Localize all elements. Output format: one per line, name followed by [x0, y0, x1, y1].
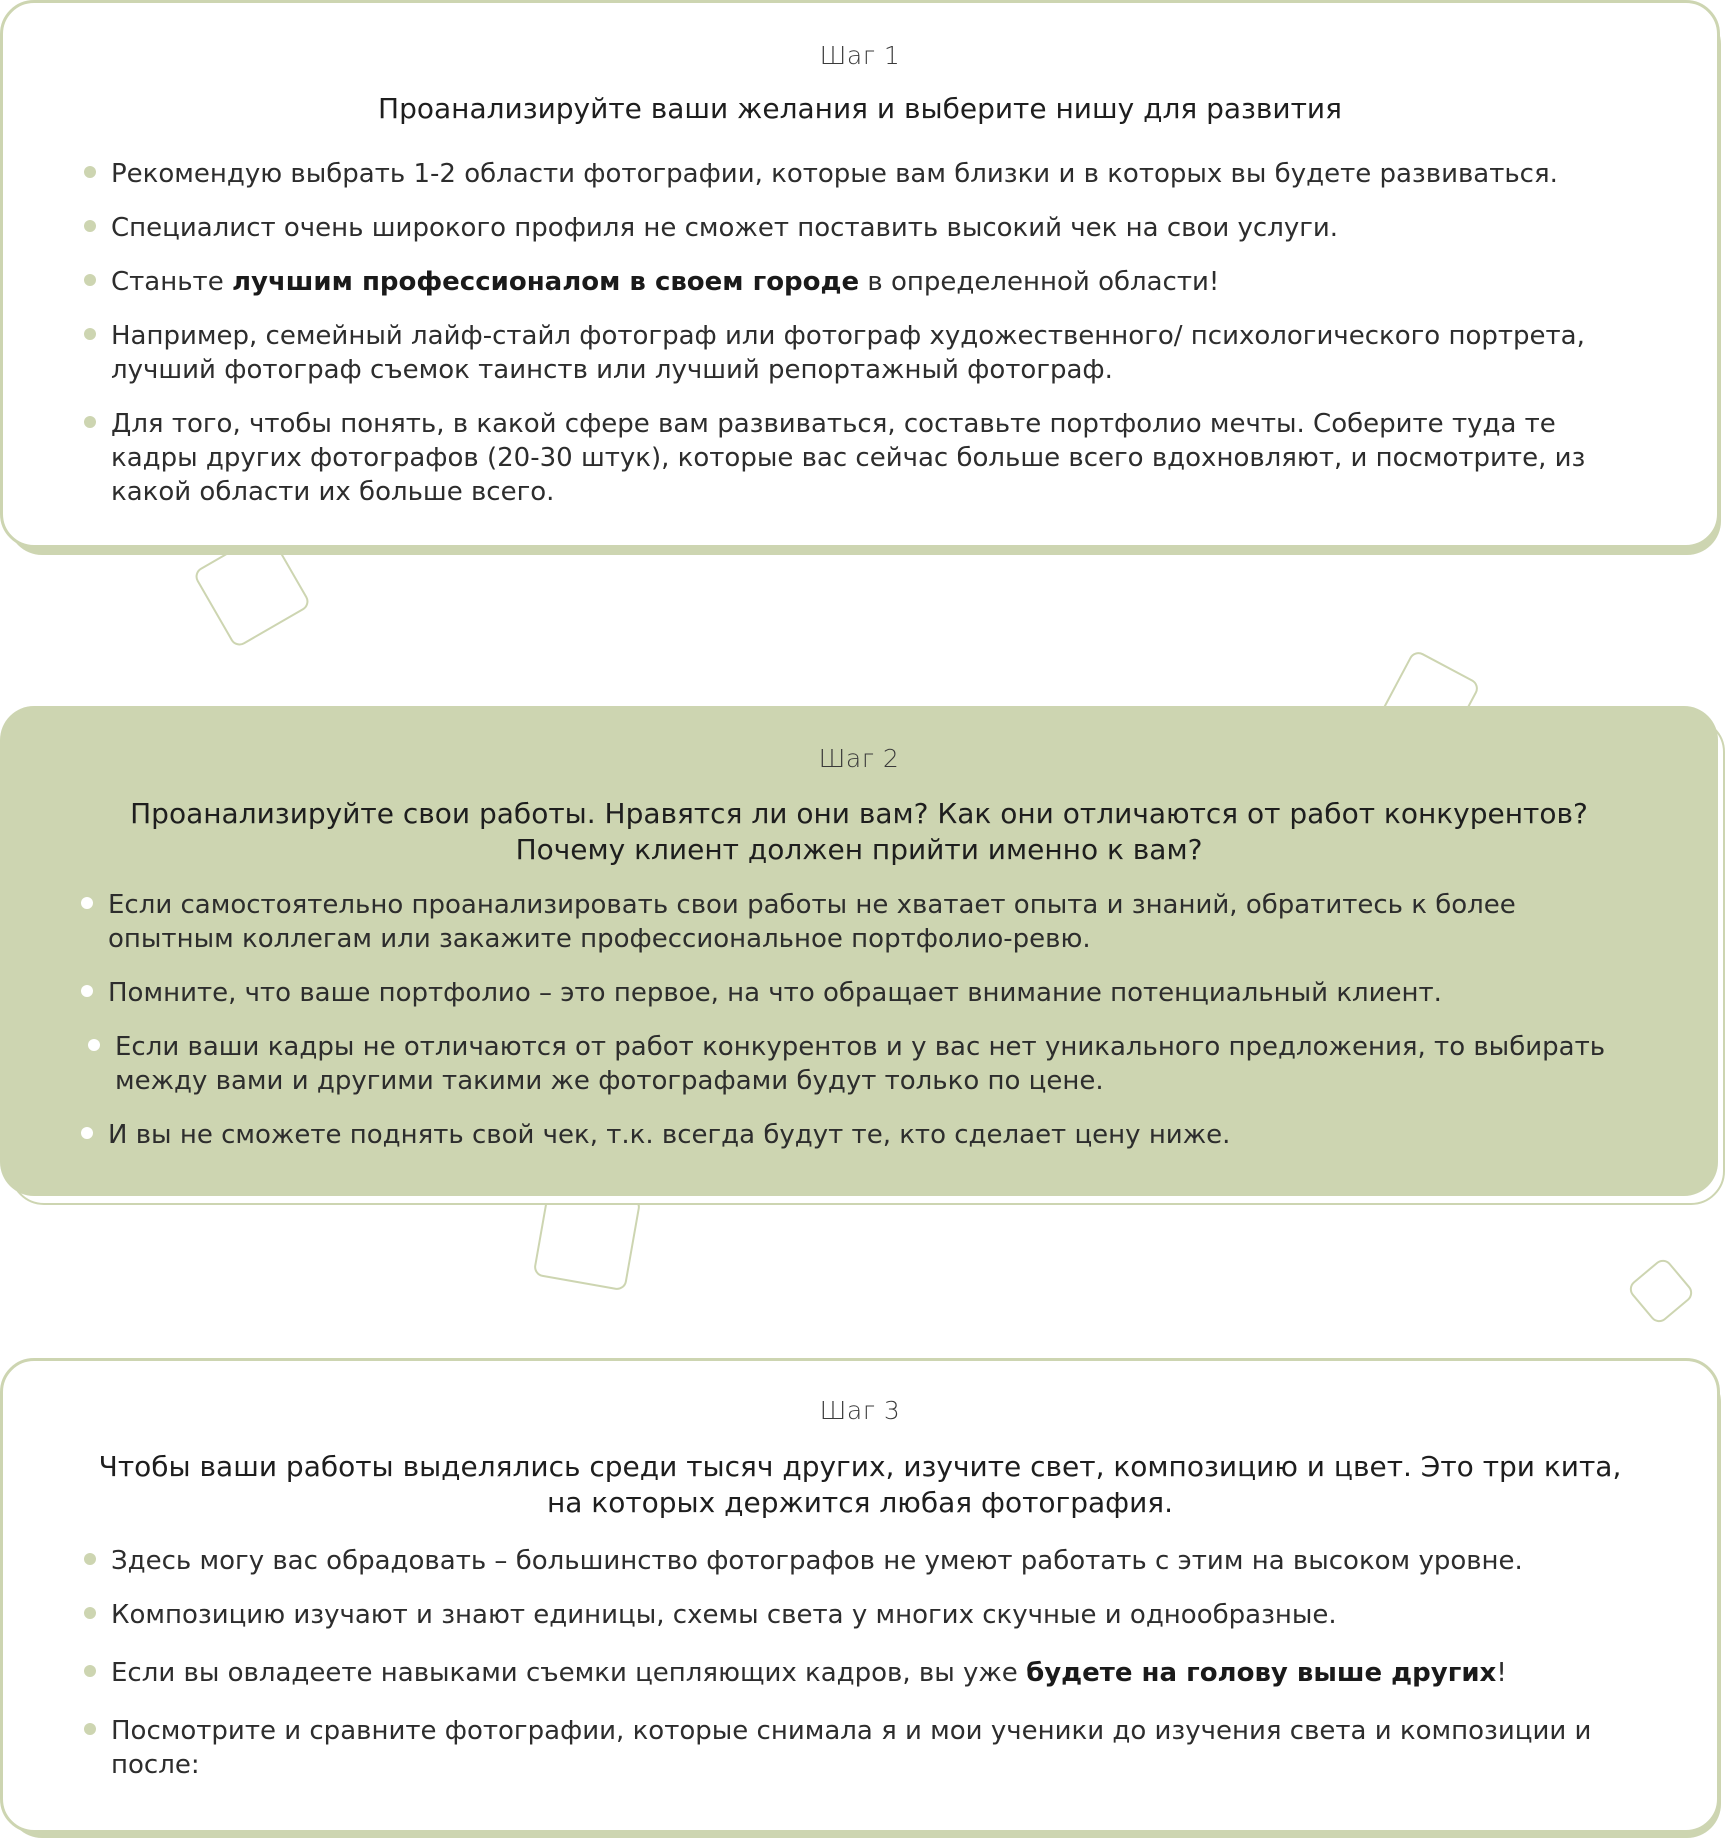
- list-item: Например, семейный лайф-стайл фотограф или фотограф художественного/ психологического портрета, лучший фотограф съемок таинств или лучший репортажный фотограф.: [3, 319, 1717, 387]
- list-item: Посмотрите и сравните фотографии, которые снимала я и мои ученики до изучения света и композиции и после:: [3, 1714, 1717, 1782]
- bullet-icon: [88, 1039, 100, 1051]
- list-item: Помните, что ваше портфолио – это первое, на что обращает внимание потенциальный клиент.: [0, 976, 1718, 1010]
- bullet-icon: [81, 1127, 93, 1139]
- bullet-icon: [84, 220, 96, 232]
- emphasis-text: будете на голову выше других: [1026, 1658, 1497, 1688]
- bullet-icon: [84, 1607, 96, 1619]
- bullet-icon: [84, 1723, 96, 1735]
- step3-label: Шаг 3: [819, 1396, 901, 1425]
- bullet-icon: [81, 897, 93, 909]
- step1-label: Шаг 1: [819, 41, 901, 70]
- list-item: Если ваши кадры не отличаются от работ конкурентов и у вас нет уникального предложения, то выбирать между вами и другими такими же фотографами будут только по цене.: [0, 1030, 1718, 1098]
- step3-list: [3, 1544, 1717, 1782]
- bullet-icon: [84, 416, 96, 428]
- list-item: Здесь могу вас обрадовать – большинство фотографов не умеют работать с этим на высоком уровне.: [3, 1544, 1717, 1578]
- step3-heading: Чтобы ваши работы выделялись среди тысяч других, изучите свет, композицию и цвет. Это три кита, на которых держится любая фотография.: [98, 1450, 1622, 1519]
- step2-heading-line1: Проанализируйте свои работы. Нравятся ли они вам? Как они отличаются от работ конкурентов?: [130, 797, 1588, 830]
- step1-heading: Проанализируйте ваши желания и выберите нишу для развития: [378, 92, 1342, 125]
- emphasis-text: лучшим профессионалом в своем городе: [231, 267, 860, 297]
- decorative-square: [1626, 1256, 1696, 1326]
- list-item: Специалист очень широкого профиля не сможет поставить высокий чек на свои услуги.: [3, 211, 1717, 245]
- bullet-icon: [84, 328, 96, 340]
- list-item: Если самостоятельно проанализировать свои работы не хватает опыта и знаний, обратитесь к более опытным коллегам или закажите профессиональное портфолио-ревю.: [0, 888, 1718, 956]
- bullet-icon: [84, 1553, 96, 1565]
- list-item: Композицию изучают и знают единицы, схемы света у многих скучные и однообразные.: [3, 1598, 1717, 1632]
- step1-card: [0, 0, 1720, 548]
- bullet-icon: [81, 985, 93, 997]
- bullet-icon: [84, 274, 96, 286]
- step2-list: [0, 888, 1718, 1152]
- step2-card: [0, 706, 1718, 1196]
- step2-label: Шаг 2: [818, 744, 900, 773]
- list-item: Для того, чтобы понять, в какой сфере вам развиваться, составьте портфолио мечты. Соберите туда те кадры других фотографов (20-30 штук), которые вас сейчас больше всего вдохновляют, и посмотрите, из какой области их больше всего.: [3, 407, 1717, 509]
- step2-heading-line2: Почему клиент должен прийти именно к вам?: [515, 833, 1203, 866]
- step3-card: [0, 1358, 1720, 1833]
- list-item: Если вы овладеете навыками съемки цепляющих кадров, вы уже будете на голову выше других!: [3, 1656, 1717, 1690]
- step1-list: [3, 157, 1717, 509]
- list-item: Станьте лучшим профессионалом в своем городе в определенной области!: [3, 265, 1717, 299]
- list-item: И вы не сможете поднять свой чек, т.к. всегда будут те, кто сделает цену ниже.: [0, 1118, 1718, 1152]
- list-item: Рекомендую выбрать 1-2 области фотографии, которые вам близки и в которых вы будете развиваться.: [3, 157, 1717, 191]
- bullet-icon: [84, 166, 96, 178]
- bullet-icon: [84, 1665, 96, 1677]
